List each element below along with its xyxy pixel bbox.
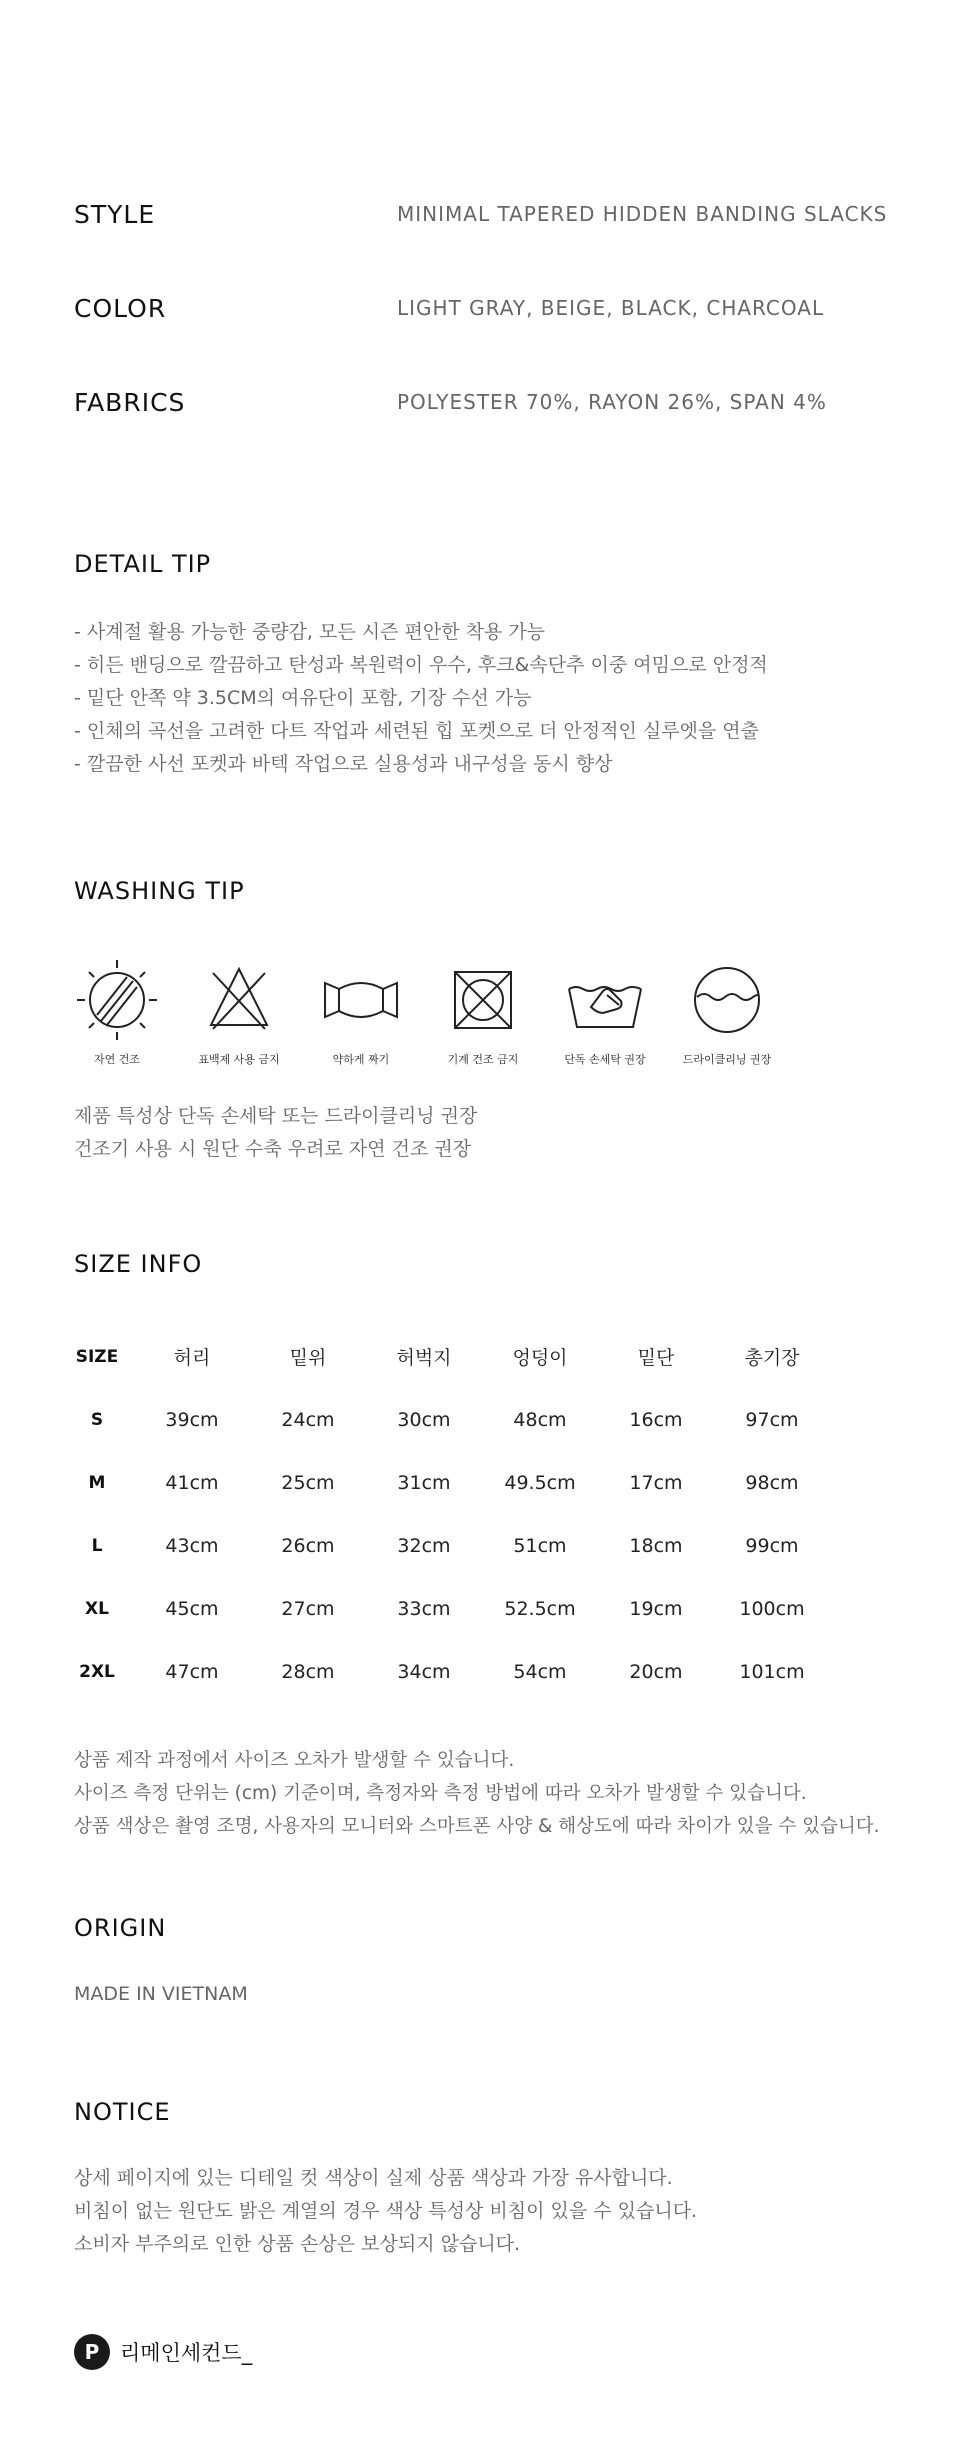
size-note-line: 사이즈 측정 단위는 (cm) 기준이며, 측정자와 측정 방법에 따라 오차가 발생할 수 있습니다. [74,1783,807,1804]
brand-logo [74,2334,252,2370]
no-bleach-icon [197,955,281,1045]
style-label: STYLE [74,200,156,229]
table-cell: 98cm [745,1471,799,1494]
size-column-header: SIZE [75,1346,119,1367]
table-cell: 32cm [397,1534,451,1557]
table-row [60,1388,830,1451]
size-info-notes [74,1744,880,1843]
brand-name: 리메인세컨드_ [120,2341,253,2365]
color-label: COLOR [74,294,167,323]
table-cell: 26cm [281,1534,335,1557]
table-cell: 97cm [745,1408,799,1431]
detail-tip-line: - 사계절 활용 가능한 중량감, 모든 시즌 편안한 착용 가능 [74,621,546,643]
hem-column-header: 밑단 [637,1347,675,1369]
wash-caption: 기계 건조 금지 [447,1053,519,1066]
washing-tip-heading: WASHING TIP [74,877,245,905]
color-value: LIGHT GRAY, BEIGE, BLACK, CHARCOAL [397,296,825,320]
washing-note-line: 건조기 사용 시 원단 수축 우려로 자연 건조 권장 [74,1138,472,1160]
table-row [60,1514,830,1577]
brand-mark-icon: P [74,2334,110,2370]
table-cell: 49.5cm [504,1471,576,1494]
table-cell: 27cm [281,1597,335,1620]
thigh-column-header: 허벅지 [396,1347,452,1369]
detail-tip-line: - 깔끔한 사선 포켓과 바텍 작업으로 실용성과 내구성을 동시 향상 [74,753,613,775]
size-cell: 2XL [79,1661,115,1682]
rise-column-header: 밑위 [289,1347,327,1369]
size-cell: XL [85,1598,109,1619]
detail-tip-line: - 인체의 곡선을 고려한 다트 작업과 세련된 힙 포켓으로 더 안정적인 실루엣을 연출 [74,720,760,742]
fabrics-label: FABRICS [74,388,186,417]
dry-clean-icon [685,955,769,1045]
wash-caption: 자연 건조 [93,1053,140,1066]
wash-item-no-tumble-dry [428,955,538,1067]
size-table-header [60,1325,830,1388]
table-cell: 33cm [397,1597,451,1620]
table-cell: 100cm [739,1597,805,1620]
table-row [60,1577,830,1640]
size-info-heading: SIZE INFO [74,1250,203,1278]
table-cell: 30cm [397,1408,451,1431]
waist-column-header: 허리 [173,1347,211,1369]
gentle-wring-icon [319,955,403,1045]
wash-item-gentle-wring [306,955,416,1067]
washing-tip-notes [74,1100,477,1166]
wash-item-hand-wash [550,955,660,1067]
table-cell: 48cm [513,1408,567,1431]
table-cell: 16cm [629,1408,683,1431]
table-cell: 19cm [629,1597,683,1620]
table-cell: 24cm [281,1408,335,1431]
size-note-line: 상품 제작 과정에서 사이즈 오차가 발생할 수 있습니다. [74,1750,515,1771]
table-cell: 45cm [165,1597,219,1620]
table-cell: 18cm [629,1534,683,1557]
notice-line: 소비자 부주의로 인한 상품 손상은 보상되지 않습니다. [74,2233,521,2255]
table-cell: 31cm [397,1471,451,1494]
size-cell: S [90,1409,104,1430]
size-table [60,1325,830,1703]
origin-value: MADE IN VIETNAM [74,1983,248,2005]
washing-note-line: 제품 특성상 단독 손세탁 또는 드라이클리닝 권장 [74,1105,478,1127]
table-cell: 43cm [165,1534,219,1557]
wash-caption: 표백제 사용 금지 [198,1053,280,1066]
sun-dry-icon [75,955,159,1045]
wash-item-sun-dry [62,955,172,1067]
size-cell: M [88,1472,106,1493]
table-cell: 54cm [513,1660,567,1683]
table-cell: 52.5cm [504,1597,576,1620]
table-cell: 25cm [281,1471,335,1494]
wash-caption: 약하게 짜기 [332,1053,390,1066]
table-cell: 17cm [629,1471,683,1494]
wash-item-dry-clean [672,955,782,1067]
table-cell: 34cm [397,1660,451,1683]
wash-caption: 드라이클리닝 권장 [682,1053,772,1066]
table-cell: 28cm [281,1660,335,1683]
wash-item-no-bleach [184,955,294,1067]
size-note-line: 상품 색상은 촬영 조명, 사용자의 모니터와 스마트폰 사양 & 해상도에 따라 차이가 있을 수 있습니다. [74,1816,880,1837]
origin-heading: ORIGIN [74,1914,167,1942]
table-cell: 101cm [739,1660,805,1683]
detail-tip-line: - 히든 밴딩으로 깔끔하고 탄성과 복원력이 우수, 후크&속단추 이중 여밈으로 안정적 [74,654,768,676]
table-cell: 20cm [629,1660,683,1683]
table-cell: 51cm [513,1534,567,1557]
table-row [60,1640,830,1703]
wash-caption: 단독 손세탁 권장 [564,1053,646,1066]
style-value: MINIMAL TAPERED HIDDEN BANDING SLACKS [397,202,888,226]
table-cell: 99cm [745,1534,799,1557]
notice-line: 비침이 없는 원단도 밝은 계열의 경우 색상 특성상 비침이 있을 수 있습니다. [74,2200,698,2222]
size-cell: L [91,1535,103,1556]
table-cell: 39cm [165,1408,219,1431]
table-cell: 41cm [165,1471,219,1494]
fabrics-value: POLYESTER 70%, RAYON 26%, SPAN 4% [397,390,827,414]
hand-wash-icon [563,955,647,1045]
table-cell: 47cm [165,1660,219,1683]
notice-line: 상세 페이지에 있는 디테일 컷 색상이 실제 상품 색상과 가장 유사합니다. [74,2167,673,2189]
detail-tip-heading: DETAIL TIP [74,550,212,578]
detail-tip-list [74,616,768,781]
no-tumble-dry-icon [441,955,525,1045]
detail-tip-line: - 밑단 안쪽 약 3.5CM의 여유단이 포함, 기장 수선 가능 [74,687,532,709]
hip-column-header: 엉덩이 [512,1347,568,1369]
notice-heading: NOTICE [74,2098,171,2126]
notice-list [74,2162,697,2261]
length-column-header: 총기장 [744,1347,800,1369]
table-row [60,1451,830,1514]
